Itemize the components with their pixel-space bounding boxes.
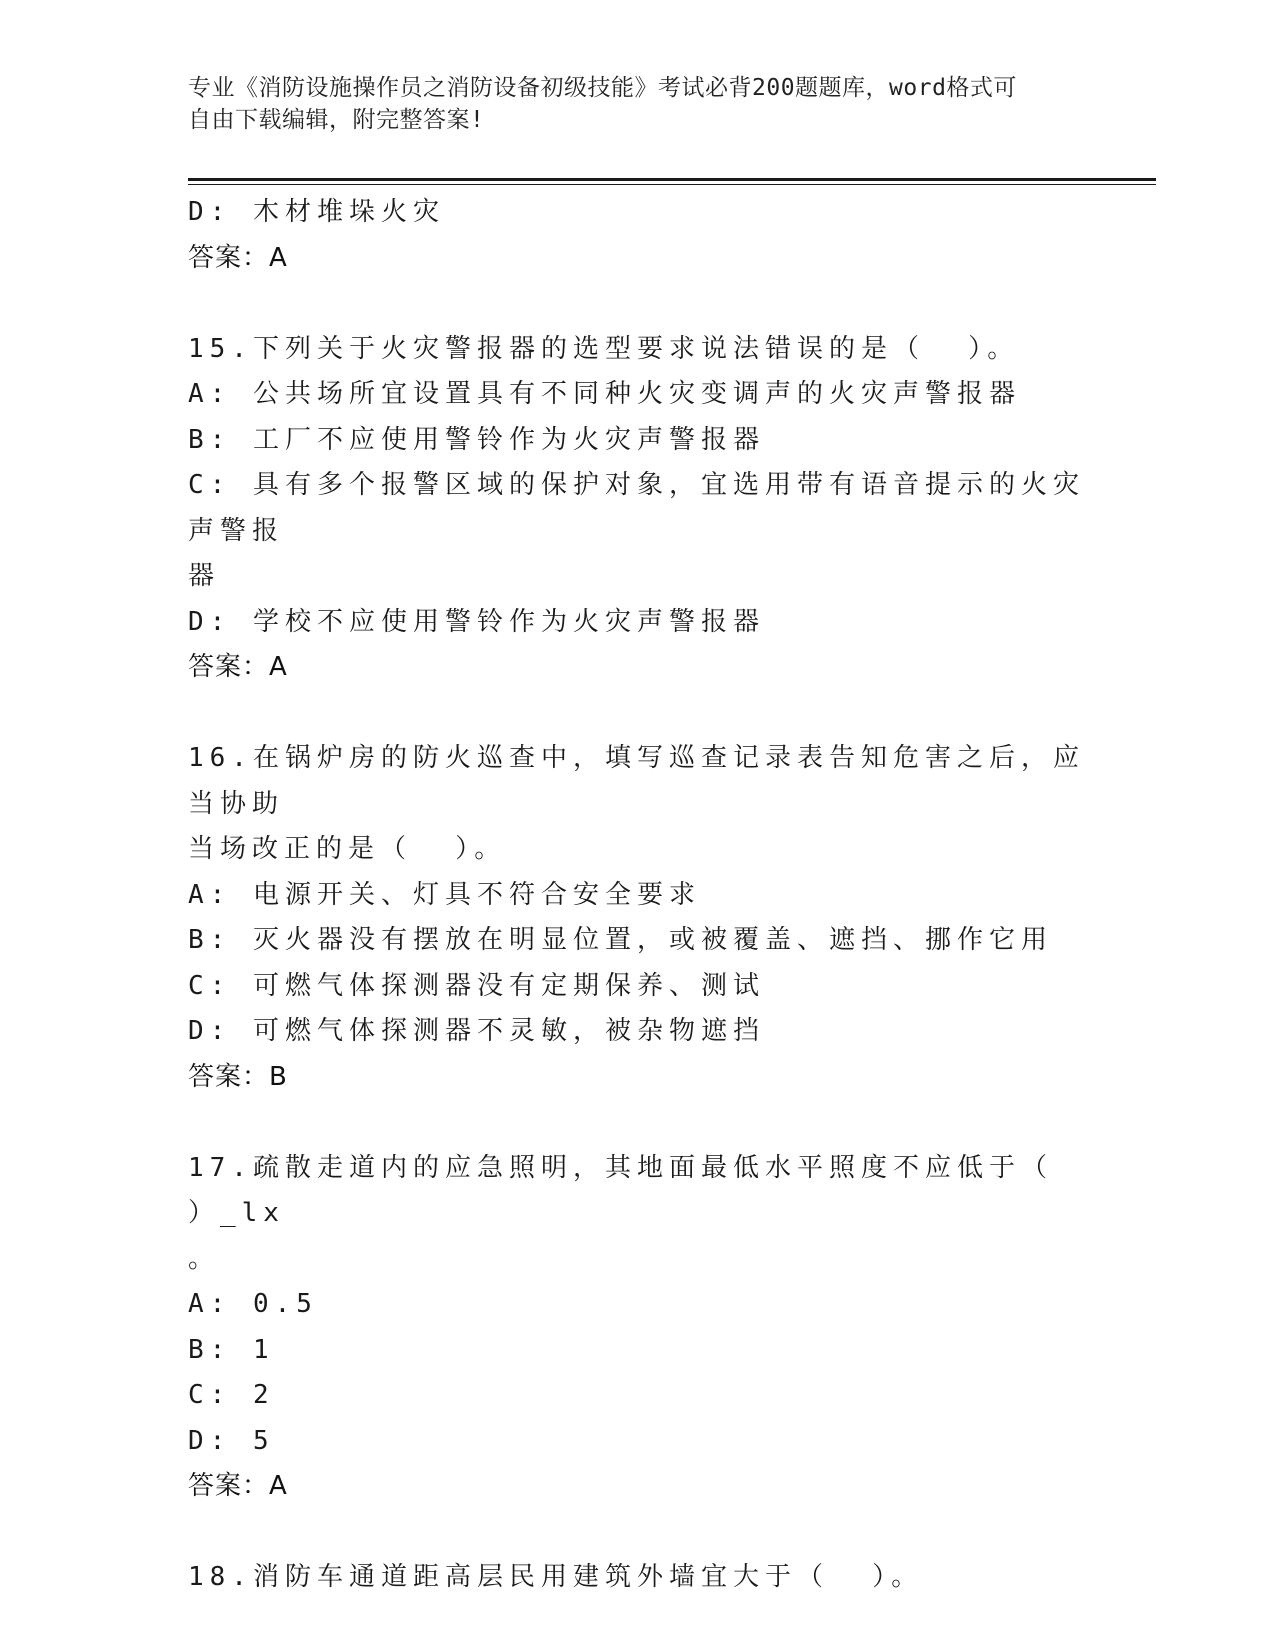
question-stem: 17.疏散走道内的应急照明，其地面最低水平照度不应低于（ ）_lx (188, 1152, 1097, 1228)
answer: 答案：B (188, 1061, 288, 1092)
question-stem: 16.在锅炉房的防火巡查中，填写巡查记录表告知危害之后，应当协助 (188, 743, 1085, 819)
question-17 (188, 1146, 1097, 1510)
header-line-1: 专业《消防设施操作员之消防设备初级技能》考试必背200题题库，word格式可 (188, 75, 1017, 101)
option-b: B: 灭火器没有摆放在明显位置，或被覆盖、遮挡、挪作它用 (188, 925, 1053, 955)
option-b: B: 工厂不应使用警铃作为火灾声警报器 (188, 424, 765, 455)
question-18 (188, 1555, 1088, 1601)
spacer (188, 691, 1088, 737)
answer: 答案：A (188, 1471, 288, 1501)
option-d: D: 可燃气体探测器不灵敏，被杂物遮挡 (188, 1016, 765, 1046)
option-d: D: 5 (188, 1425, 275, 1456)
question-stem: 18.消防车通道距高层民用建筑外墙宜大于（ ）。 (188, 1562, 924, 1592)
question-list (188, 190, 1097, 1601)
question-stem-continued: 当场改正的是（ ）。 (188, 834, 507, 864)
document-header (188, 72, 1088, 136)
spacer (188, 1100, 1088, 1146)
option-d: D: 学校不应使用警铃作为火灾声警报器 (188, 606, 765, 637)
option-c: C: 可燃气体探测器没有定期保养、测试 (188, 970, 765, 1001)
option-a: A: 0.5 (188, 1289, 318, 1319)
header-divider-thick (188, 178, 1156, 181)
answer: 答案：A (188, 652, 288, 682)
question-16 (188, 736, 1088, 1100)
header-divider-thin (188, 184, 1156, 185)
option-d-prev: D: 木材堆垛火灾 (188, 197, 445, 227)
option-c-continued: 器 (188, 561, 221, 591)
question-stem: 15.下列关于火灾警报器的选型要求说法错误的是（ ）。 (188, 333, 1020, 364)
option-b: B: 1 (188, 1334, 275, 1365)
answer-prev: 答案：A (188, 242, 288, 273)
question-15 (188, 327, 1088, 691)
header-line-2: 自由下载编辑，附完整答案! (188, 107, 485, 133)
option-a: A: 电源开关、灯具不符合安全要求 (188, 879, 701, 910)
spacer (188, 281, 1088, 327)
question-stem-continued: 。 (188, 1243, 221, 1274)
option-a: A: 公共场所宜设置具有不同种火灾变调声的火灾声警报器 (188, 379, 1021, 409)
spacer (188, 1510, 1088, 1556)
option-c: C: 2 (188, 1380, 275, 1410)
option-c: C: 具有多个报警区域的保护对象，宜选用带有语音提示的火灾声警报 (188, 470, 1085, 546)
